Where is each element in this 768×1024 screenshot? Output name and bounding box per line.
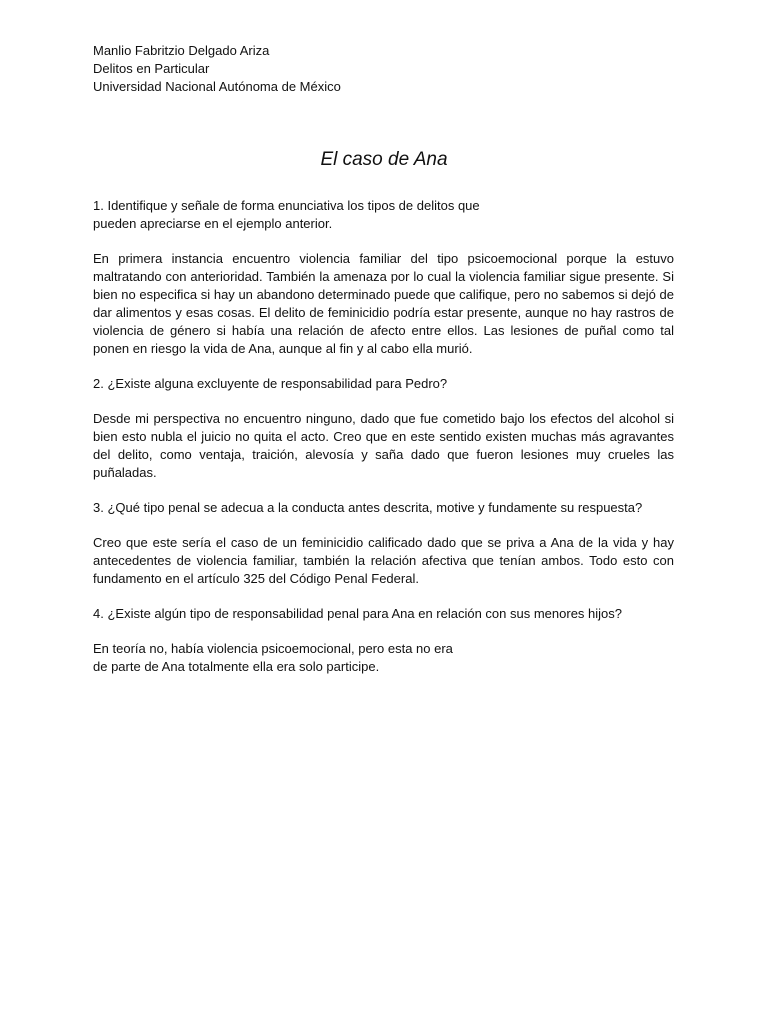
answer-4-line-2: de parte de Ana totalmente ella era solo participe.: [93, 659, 380, 674]
course-name: Delitos en Particular: [93, 61, 210, 76]
question-2: 2. ¿Existe alguna excluyente de responsabilidad para Pedro?: [93, 376, 448, 391]
question-1-line-1: 1. Identifique y señale de forma enunciativa los tipos de delitos que: [93, 198, 480, 213]
question-4: 4. ¿Existe algún tipo de responsabilidad penal para Ana en relación con sus menores hijos?: [93, 606, 623, 621]
document-body: [93, 197, 674, 676]
university-name: Universidad Nacional Autónoma de México: [93, 79, 341, 94]
answer-4-line-1: En teoría no, había violencia psicoemocional, pero esta no era: [93, 641, 453, 656]
author-name: Manlio Fabritzio Delgado Ariza: [93, 43, 270, 58]
document-title: El caso de Ana: [320, 149, 448, 170]
answer-3: Creo que este sería el caso de un feminicidio calificado dado que se priva a Ana de la vida y hay antecedentes de violencia familiar, también la relación afectiva que tenían ambos. Todo esto con fundamento en el artículo 325 del Código Penal Federal.: [93, 535, 674, 586]
question-1-line-2: pueden apreciarse en el ejemplo anterior.: [93, 216, 333, 231]
answer-2: Desde mi perspectiva no encuentro ninguno, dado que fue cometido bajo los efectos del alcohol si bien esto nubla el juicio no quita el acto. Creo que en este sentido existen muchas más agravantes del delito, como ventaja, traición, alevosía y saña dado que fueron lesiones muy crueles las puñaladas.: [93, 411, 674, 480]
answer-4: [93, 640, 674, 676]
question-3: 3. ¿Qué tipo penal se adecua a la conducta antes descrita, motive y fundamente su respuesta?: [93, 500, 643, 515]
document-header: [93, 42, 341, 96]
question-1: [93, 197, 674, 233]
answer-1: En primera instancia encuentro violencia familiar del tipo psicoemocional porque la estuvo maltratando con anterioridad. También la amenaza por lo cual la violencia familiar sigue presente. Si bien no especifica si hay un abandono determinado puede que califique, pero no sabemos si dejó de dar alimentos y esas cosas. El delito de feminicidio podría estar presente, aunque no hay rastros de violencia de género si había una relación de afecto entre ellos. Las lesiones de puñal como tal ponen en riesgo la vida de Ana, aunque al fin y al cabo ella murió.: [93, 251, 674, 356]
